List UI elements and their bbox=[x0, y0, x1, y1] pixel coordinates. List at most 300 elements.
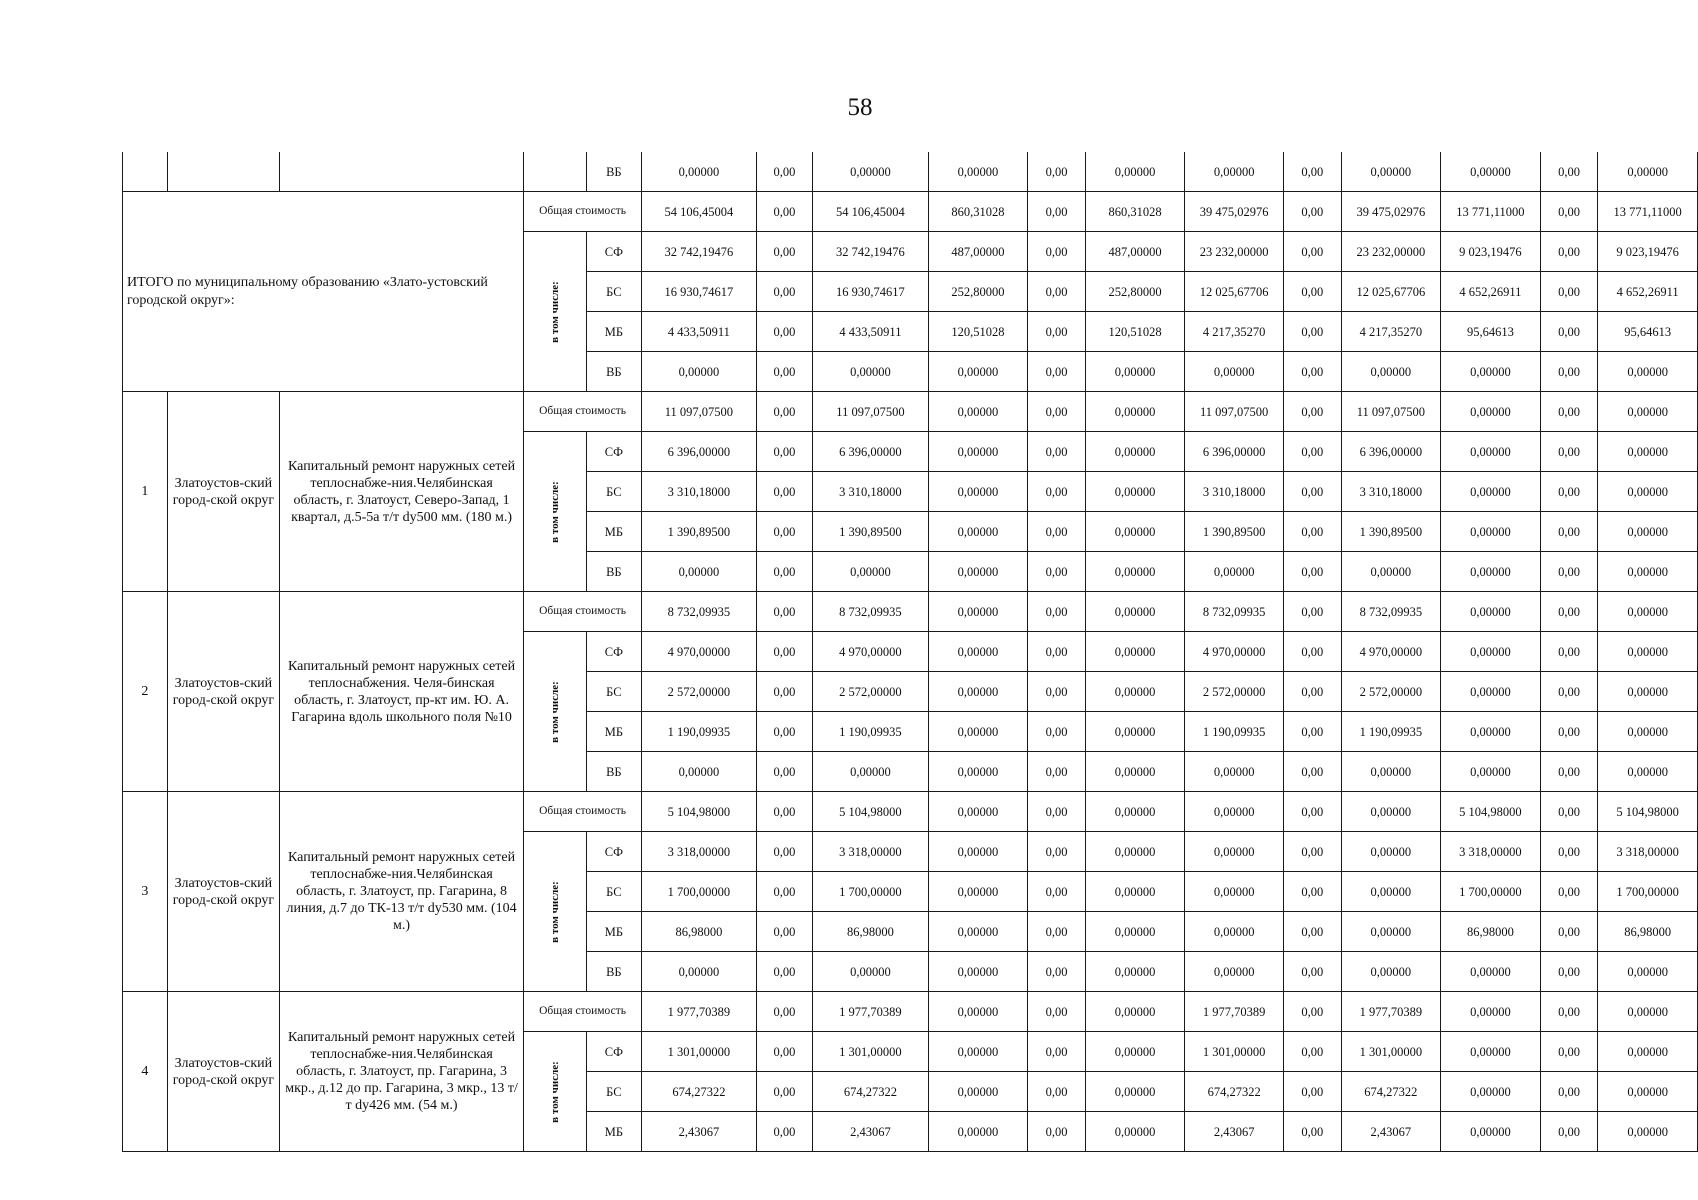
value-cell: 0,00 bbox=[1540, 952, 1598, 992]
value-cell: 12 025,67706 bbox=[1341, 272, 1441, 312]
source-cell: СФ bbox=[586, 632, 642, 672]
value-cell: 0,00000 bbox=[642, 152, 756, 192]
value-cell: 0,00000 bbox=[928, 352, 1028, 392]
value-cell: 12 025,67706 bbox=[1185, 272, 1284, 312]
municipality-name: Златоустов-ский город-ской округ bbox=[167, 392, 280, 592]
value-cell: 95,64613 bbox=[1598, 312, 1698, 352]
value-cell: 6 396,00000 bbox=[1185, 432, 1284, 472]
value-cell: 0,00 bbox=[1283, 792, 1341, 832]
value-cell: 2 572,00000 bbox=[1185, 672, 1284, 712]
row-number: 4 bbox=[123, 992, 168, 1152]
row-number: 1 bbox=[123, 392, 168, 592]
table-row bbox=[123, 392, 1698, 432]
value-cell: 0,00000 bbox=[1341, 752, 1441, 792]
source-cell: МБ bbox=[586, 912, 642, 952]
value-cell: 0,00 bbox=[1540, 512, 1598, 552]
value-cell: 4 433,50911 bbox=[642, 312, 756, 352]
source-cell: Общая стоимость bbox=[523, 392, 641, 432]
value-cell: 0,00 bbox=[1283, 952, 1341, 992]
value-cell: 0,00000 bbox=[1085, 872, 1185, 912]
value-cell: 0,00000 bbox=[1598, 512, 1698, 552]
value-cell: 0,00 bbox=[756, 632, 813, 672]
value-cell: 23 232,00000 bbox=[1341, 232, 1441, 272]
value-cell: 0,00 bbox=[1540, 832, 1598, 872]
value-cell: 23 232,00000 bbox=[1185, 232, 1284, 272]
table-row bbox=[123, 192, 1698, 232]
value-cell: 0,00000 bbox=[1441, 1112, 1541, 1152]
value-cell: 0,00 bbox=[1028, 152, 1086, 192]
value-cell: 860,31028 bbox=[1085, 192, 1185, 232]
value-cell: 4 970,00000 bbox=[1341, 632, 1441, 672]
value-cell: 8 732,09935 bbox=[1185, 592, 1284, 632]
source-cell: МБ bbox=[586, 312, 642, 352]
value-cell: 0,00 bbox=[756, 352, 813, 392]
value-cell: 0,00000 bbox=[1441, 432, 1541, 472]
value-cell: 0,00000 bbox=[928, 552, 1028, 592]
value-cell: 0,00000 bbox=[1085, 512, 1185, 552]
value-cell: 0,00000 bbox=[1441, 472, 1541, 512]
value-cell: 0,00000 bbox=[1441, 552, 1541, 592]
value-cell: 86,98000 bbox=[1441, 912, 1541, 952]
value-cell: 2 572,00000 bbox=[1341, 672, 1441, 712]
value-cell: 4 217,35270 bbox=[1185, 312, 1284, 352]
value-cell: 0,00000 bbox=[928, 752, 1028, 792]
value-cell: 1 700,00000 bbox=[642, 872, 756, 912]
value-cell: 0,00 bbox=[1540, 192, 1598, 232]
value-cell: 0,00 bbox=[1028, 592, 1086, 632]
value-cell: 0,00000 bbox=[928, 832, 1028, 872]
value-cell: 1 301,00000 bbox=[813, 1032, 928, 1072]
value-cell: 0,00000 bbox=[1085, 832, 1185, 872]
value-cell: 1 700,00000 bbox=[1598, 872, 1698, 912]
source-cell: ВБ bbox=[586, 552, 642, 592]
value-cell: 674,27322 bbox=[813, 1072, 928, 1112]
value-cell: 0,00000 bbox=[1441, 592, 1541, 632]
value-cell: 5 104,98000 bbox=[813, 792, 928, 832]
source-cell: Общая стоимость bbox=[523, 592, 641, 632]
value-cell: 2 572,00000 bbox=[642, 672, 756, 712]
value-cell: 0,00 bbox=[1540, 352, 1598, 392]
source-cell: БС bbox=[586, 472, 642, 512]
value-cell: 0,00000 bbox=[1598, 552, 1698, 592]
value-cell: 0,00 bbox=[1283, 752, 1341, 792]
value-cell: 0,00 bbox=[756, 552, 813, 592]
value-cell: 0,00000 bbox=[1441, 712, 1541, 752]
value-cell: 1 390,89500 bbox=[1341, 512, 1441, 552]
source-cell: МБ bbox=[586, 1112, 642, 1152]
source-cell: СФ bbox=[586, 232, 642, 272]
value-cell: 0,00 bbox=[1028, 1072, 1086, 1112]
value-cell: 0,00 bbox=[1540, 1072, 1598, 1112]
value-cell: 0,00 bbox=[1028, 552, 1086, 592]
value-cell: 0,00 bbox=[1028, 992, 1086, 1032]
value-cell: 0,00 bbox=[1540, 1032, 1598, 1072]
value-cell: 0,00000 bbox=[1441, 1072, 1541, 1112]
value-cell: 0,00000 bbox=[928, 912, 1028, 952]
table-row bbox=[123, 792, 1698, 832]
value-cell: 0,00000 bbox=[928, 952, 1028, 992]
value-cell: 1 390,89500 bbox=[813, 512, 928, 552]
value-cell: 2,43067 bbox=[642, 1112, 756, 1152]
value-cell: 0,00000 bbox=[1598, 592, 1698, 632]
value-cell: 0,00 bbox=[1540, 392, 1598, 432]
value-cell: 0,00 bbox=[756, 792, 813, 832]
num-cell bbox=[123, 152, 168, 192]
including-cell bbox=[523, 152, 586, 192]
value-cell: 0,00 bbox=[1283, 392, 1341, 432]
value-cell: 54 106,45004 bbox=[642, 192, 756, 232]
value-cell: 0,00 bbox=[1028, 712, 1086, 752]
value-cell: 3 310,18000 bbox=[1341, 472, 1441, 512]
value-cell: 0,00 bbox=[1283, 672, 1341, 712]
value-cell: 252,80000 bbox=[1085, 272, 1185, 312]
value-cell: 0,00000 bbox=[1085, 672, 1185, 712]
value-cell: 5 104,98000 bbox=[1441, 792, 1541, 832]
value-cell: 487,00000 bbox=[1085, 232, 1185, 272]
value-cell: 0,00000 bbox=[1085, 712, 1185, 752]
value-cell: 6 396,00000 bbox=[1341, 432, 1441, 472]
municipality-name: Златоустов-ский город-ской округ bbox=[167, 992, 280, 1152]
project-description: Капитальный ремонт наружных сетей теплоснабже-ния.Челябинская область, г. Златоуст, Северо-Запад, 1 квартал, д.5-5а т/т dу500 мм. (180 м.) bbox=[280, 392, 524, 592]
value-cell: 0,00000 bbox=[1341, 952, 1441, 992]
value-cell: 0,00 bbox=[1540, 272, 1598, 312]
including-label bbox=[523, 832, 586, 992]
value-cell: 0,00000 bbox=[1085, 1072, 1185, 1112]
value-cell: 0,00 bbox=[1283, 232, 1341, 272]
municipality-name: Златоустов-ский город-ской округ bbox=[167, 792, 280, 992]
value-cell: 0,00 bbox=[1283, 192, 1341, 232]
value-cell: 0,00000 bbox=[1341, 352, 1441, 392]
source-cell: БС bbox=[586, 872, 642, 912]
value-cell: 0,00000 bbox=[1085, 432, 1185, 472]
value-cell: 0,00 bbox=[1540, 1112, 1598, 1152]
value-cell: 0,00000 bbox=[1441, 752, 1541, 792]
table-body bbox=[123, 152, 1698, 1152]
value-cell: 13 771,11000 bbox=[1598, 192, 1698, 232]
value-cell: 1 390,89500 bbox=[1185, 512, 1284, 552]
value-cell: 86,98000 bbox=[1598, 912, 1698, 952]
value-cell: 1 977,70389 bbox=[1185, 992, 1284, 1032]
value-cell: 0,00000 bbox=[813, 352, 928, 392]
value-cell: 0,00000 bbox=[928, 472, 1028, 512]
value-cell: 0,00000 bbox=[1341, 872, 1441, 912]
value-cell: 0,00 bbox=[756, 272, 813, 312]
value-cell: 3 318,00000 bbox=[1598, 832, 1698, 872]
value-cell: 0,00 bbox=[1028, 672, 1086, 712]
value-cell: 0,00000 bbox=[1085, 912, 1185, 952]
value-cell: 0,00000 bbox=[1598, 1112, 1698, 1152]
value-cell: 0,00 bbox=[756, 1072, 813, 1112]
value-cell: 0,00 bbox=[1283, 1032, 1341, 1072]
source-cell: МБ bbox=[586, 712, 642, 752]
value-cell: 0,00000 bbox=[928, 1112, 1028, 1152]
value-cell: 0,00 bbox=[1283, 272, 1341, 312]
value-cell: 1 301,00000 bbox=[1185, 1032, 1284, 1072]
value-cell: 1 190,09935 bbox=[642, 712, 756, 752]
table-row bbox=[123, 992, 1698, 1032]
value-cell: 0,00000 bbox=[1441, 672, 1541, 712]
value-cell: 0,00000 bbox=[1185, 352, 1284, 392]
value-cell: 0,00000 bbox=[1085, 352, 1185, 392]
value-cell: 0,00000 bbox=[928, 512, 1028, 552]
value-cell: 0,00000 bbox=[1085, 992, 1185, 1032]
value-cell: 0,00000 bbox=[1441, 952, 1541, 992]
value-cell: 0,00000 bbox=[1598, 992, 1698, 1032]
value-cell: 0,00000 bbox=[1598, 152, 1698, 192]
value-cell: 0,00000 bbox=[1085, 592, 1185, 632]
source-cell: Общая стоимость bbox=[523, 992, 641, 1032]
value-cell: 4 652,26911 bbox=[1441, 272, 1541, 312]
value-cell: 0,00 bbox=[756, 232, 813, 272]
value-cell: 0,00 bbox=[1028, 232, 1086, 272]
value-cell: 674,27322 bbox=[642, 1072, 756, 1112]
project-cell bbox=[280, 152, 524, 192]
value-cell: 0,00 bbox=[1283, 912, 1341, 952]
value-cell: 0,00 bbox=[756, 672, 813, 712]
project-description: Капитальный ремонт наружных сетей теплоснабже-ния.Челябинская область, г. Златоуст, пр. Гагарина, 8 линия, д.7 до ТК-13 т/т dу530 мм. (104 м.) bbox=[280, 792, 524, 992]
value-cell: 0,00000 bbox=[928, 992, 1028, 1032]
including-label bbox=[523, 632, 586, 792]
row-number: 3 bbox=[123, 792, 168, 992]
value-cell: 0,00000 bbox=[642, 752, 756, 792]
value-cell: 0,00 bbox=[1540, 672, 1598, 712]
table-row bbox=[123, 152, 1698, 192]
value-cell: 0,00000 bbox=[1598, 712, 1698, 752]
value-cell: 0,00 bbox=[756, 1032, 813, 1072]
value-cell: 4 970,00000 bbox=[1185, 632, 1284, 672]
source-cell: ВБ bbox=[586, 752, 642, 792]
value-cell: 0,00 bbox=[1283, 152, 1341, 192]
municipality-cell bbox=[167, 152, 280, 192]
value-cell: 95,64613 bbox=[1441, 312, 1541, 352]
value-cell: 1 700,00000 bbox=[813, 872, 928, 912]
value-cell: 3 310,18000 bbox=[642, 472, 756, 512]
value-cell: 0,00 bbox=[1028, 632, 1086, 672]
source-cell: БС bbox=[586, 672, 642, 712]
value-cell: 0,00000 bbox=[928, 1032, 1028, 1072]
value-cell: 860,31028 bbox=[928, 192, 1028, 232]
value-cell: 0,00 bbox=[1283, 832, 1341, 872]
source-cell: СФ bbox=[586, 832, 642, 872]
value-cell: 0,00000 bbox=[642, 952, 756, 992]
value-cell: 0,00 bbox=[1540, 232, 1598, 272]
value-cell: 0,00 bbox=[1028, 392, 1086, 432]
value-cell: 0,00000 bbox=[813, 152, 928, 192]
value-cell: 11 097,07500 bbox=[1185, 392, 1284, 432]
source-cell: ВБ bbox=[586, 352, 642, 392]
value-cell: 0,00 bbox=[756, 512, 813, 552]
value-cell: 16 930,74617 bbox=[642, 272, 756, 312]
value-cell: 0,00000 bbox=[928, 872, 1028, 912]
value-cell: 0,00 bbox=[1540, 992, 1598, 1032]
value-cell: 4 433,50911 bbox=[813, 312, 928, 352]
value-cell: 54 106,45004 bbox=[813, 192, 928, 232]
project-description: Капитальный ремонт наружных сетей теплоснабже-ния.Челябинская область, г. Златоуст, пр. Гагарина, 3 мкр., д.12 до пр. Гагарина, 3 мкр., 13 т/т dу426 мм. (54 м.) bbox=[280, 992, 524, 1152]
including-label-text: в том числе: bbox=[548, 681, 561, 743]
value-cell: 0,00000 bbox=[813, 552, 928, 592]
value-cell: 0,00000 bbox=[928, 592, 1028, 632]
value-cell: 0,00 bbox=[1283, 432, 1341, 472]
value-cell: 0,00000 bbox=[1441, 152, 1541, 192]
value-cell: 0,00 bbox=[756, 952, 813, 992]
value-cell: 0,00 bbox=[1028, 952, 1086, 992]
value-cell: 0,00 bbox=[1283, 352, 1341, 392]
value-cell: 0,00000 bbox=[1441, 632, 1541, 672]
value-cell: 0,00000 bbox=[1598, 1032, 1698, 1072]
value-cell: 1 977,70389 bbox=[642, 992, 756, 1032]
value-cell: 0,00000 bbox=[1085, 752, 1185, 792]
value-cell: 0,00 bbox=[1283, 712, 1341, 752]
value-cell: 0,00000 bbox=[928, 632, 1028, 672]
value-cell: 0,00000 bbox=[1085, 472, 1185, 512]
budget-table bbox=[122, 152, 1698, 1152]
value-cell: 0,00 bbox=[1540, 632, 1598, 672]
value-cell: 0,00000 bbox=[1598, 432, 1698, 472]
value-cell: 39 475,02976 bbox=[1185, 192, 1284, 232]
source-cell: СФ bbox=[586, 432, 642, 472]
value-cell: 0,00 bbox=[1028, 472, 1086, 512]
value-cell: 6 396,00000 bbox=[813, 432, 928, 472]
value-cell: 11 097,07500 bbox=[1341, 392, 1441, 432]
value-cell: 0,00 bbox=[1540, 552, 1598, 592]
value-cell: 0,00000 bbox=[1085, 152, 1185, 192]
value-cell: 5 104,98000 bbox=[1598, 792, 1698, 832]
value-cell: 0,00 bbox=[1540, 312, 1598, 352]
value-cell: 0,00000 bbox=[928, 432, 1028, 472]
value-cell: 0,00000 bbox=[1341, 552, 1441, 592]
value-cell: 252,80000 bbox=[928, 272, 1028, 312]
value-cell: 0,00 bbox=[1028, 192, 1086, 232]
source-cell: БС bbox=[586, 1072, 642, 1112]
value-cell: 0,00000 bbox=[1341, 912, 1441, 952]
value-cell: 39 475,02976 bbox=[1341, 192, 1441, 232]
value-cell: 3 318,00000 bbox=[813, 832, 928, 872]
value-cell: 0,00 bbox=[1540, 472, 1598, 512]
value-cell: 0,00 bbox=[1540, 752, 1598, 792]
value-cell: 0,00 bbox=[1028, 312, 1086, 352]
value-cell: 0,00000 bbox=[1185, 872, 1284, 912]
value-cell: 4 970,00000 bbox=[642, 632, 756, 672]
value-cell: 0,00000 bbox=[928, 152, 1028, 192]
value-cell: 487,00000 bbox=[928, 232, 1028, 272]
value-cell: 0,00 bbox=[756, 1112, 813, 1152]
value-cell: 0,00 bbox=[1028, 752, 1086, 792]
value-cell: 0,00000 bbox=[928, 712, 1028, 752]
value-cell: 0,00 bbox=[756, 752, 813, 792]
value-cell: 0,00 bbox=[756, 472, 813, 512]
value-cell: 0,00 bbox=[1283, 632, 1341, 672]
value-cell: 0,00000 bbox=[813, 752, 928, 792]
value-cell: 2 572,00000 bbox=[813, 672, 928, 712]
value-cell: 0,00 bbox=[1540, 152, 1598, 192]
value-cell: 0,00000 bbox=[1598, 632, 1698, 672]
value-cell: 120,51028 bbox=[1085, 312, 1185, 352]
value-cell: 0,00 bbox=[1283, 552, 1341, 592]
value-cell: 0,00000 bbox=[1441, 1032, 1541, 1072]
value-cell: 8 732,09935 bbox=[813, 592, 928, 632]
value-cell: 0,00 bbox=[1283, 312, 1341, 352]
value-cell: 674,27322 bbox=[1185, 1072, 1284, 1112]
value-cell: 674,27322 bbox=[1341, 1072, 1441, 1112]
including-label bbox=[523, 1032, 586, 1152]
value-cell: 0,00 bbox=[756, 712, 813, 752]
value-cell: 0,00 bbox=[1028, 272, 1086, 312]
value-cell: 0,00000 bbox=[1185, 832, 1284, 872]
value-cell: 0,00 bbox=[1540, 792, 1598, 832]
value-cell: 0,00 bbox=[1028, 432, 1086, 472]
value-cell: 0,00 bbox=[1028, 352, 1086, 392]
value-cell: 3 310,18000 bbox=[813, 472, 928, 512]
value-cell: 1 301,00000 bbox=[1341, 1032, 1441, 1072]
value-cell: 32 742,19476 bbox=[642, 232, 756, 272]
value-cell: 0,00000 bbox=[1185, 792, 1284, 832]
value-cell: 1 977,70389 bbox=[1341, 992, 1441, 1032]
value-cell: 9 023,19476 bbox=[1441, 232, 1541, 272]
value-cell: 0,00000 bbox=[1598, 392, 1698, 432]
value-cell: 0,00000 bbox=[1598, 472, 1698, 512]
value-cell: 0,00000 bbox=[1441, 992, 1541, 1032]
value-cell: 3 310,18000 bbox=[1185, 472, 1284, 512]
value-cell: 0,00 bbox=[1028, 512, 1086, 552]
value-cell: 2,43067 bbox=[1341, 1112, 1441, 1152]
value-cell: 86,98000 bbox=[642, 912, 756, 952]
value-cell: 0,00000 bbox=[1341, 792, 1441, 832]
value-cell: 11 097,07500 bbox=[642, 392, 756, 432]
value-cell: 0,00000 bbox=[642, 552, 756, 592]
value-cell: 0,00000 bbox=[1598, 1072, 1698, 1112]
value-cell: 0,00 bbox=[756, 432, 813, 472]
value-cell: 0,00 bbox=[1283, 1072, 1341, 1112]
value-cell: 0,00000 bbox=[928, 392, 1028, 432]
source-cell: ВБ bbox=[586, 152, 642, 192]
value-cell: 0,00 bbox=[756, 912, 813, 952]
value-cell: 0,00 bbox=[1028, 1112, 1086, 1152]
including-label-text: в том числе: bbox=[548, 281, 561, 343]
value-cell: 5 104,98000 bbox=[642, 792, 756, 832]
value-cell: 4 652,26911 bbox=[1598, 272, 1698, 312]
value-cell: 1 190,09935 bbox=[1185, 712, 1284, 752]
value-cell: 0,00000 bbox=[1185, 952, 1284, 992]
value-cell: 0,00 bbox=[756, 872, 813, 912]
value-cell: 86,98000 bbox=[813, 912, 928, 952]
value-cell: 1 700,00000 bbox=[1441, 872, 1541, 912]
value-cell: 0,00000 bbox=[1185, 752, 1284, 792]
value-cell: 0,00 bbox=[1028, 912, 1086, 952]
value-cell: 0,00 bbox=[756, 312, 813, 352]
value-cell: 0,00000 bbox=[1341, 832, 1441, 872]
value-cell: 0,00 bbox=[1028, 792, 1086, 832]
including-label-text: в том числе: bbox=[548, 881, 561, 943]
source-cell: МБ bbox=[586, 512, 642, 552]
value-cell: 0,00000 bbox=[928, 672, 1028, 712]
value-cell: 0,00000 bbox=[1085, 552, 1185, 592]
value-cell: 32 742,19476 bbox=[813, 232, 928, 272]
value-cell: 0,00000 bbox=[1085, 952, 1185, 992]
value-cell: 0,00000 bbox=[1598, 752, 1698, 792]
value-cell: 0,00000 bbox=[1185, 912, 1284, 952]
value-cell: 4 970,00000 bbox=[813, 632, 928, 672]
value-cell: 0,00000 bbox=[1085, 1112, 1185, 1152]
source-cell: БС bbox=[586, 272, 642, 312]
value-cell: 0,00 bbox=[1540, 872, 1598, 912]
value-cell: 0,00 bbox=[1540, 912, 1598, 952]
value-cell: 8 732,09935 bbox=[642, 592, 756, 632]
value-cell: 0,00000 bbox=[928, 792, 1028, 832]
value-cell: 6 396,00000 bbox=[642, 432, 756, 472]
value-cell: 0,00000 bbox=[1598, 952, 1698, 992]
value-cell: 2,43067 bbox=[813, 1112, 928, 1152]
value-cell: 0,00000 bbox=[928, 1072, 1028, 1112]
